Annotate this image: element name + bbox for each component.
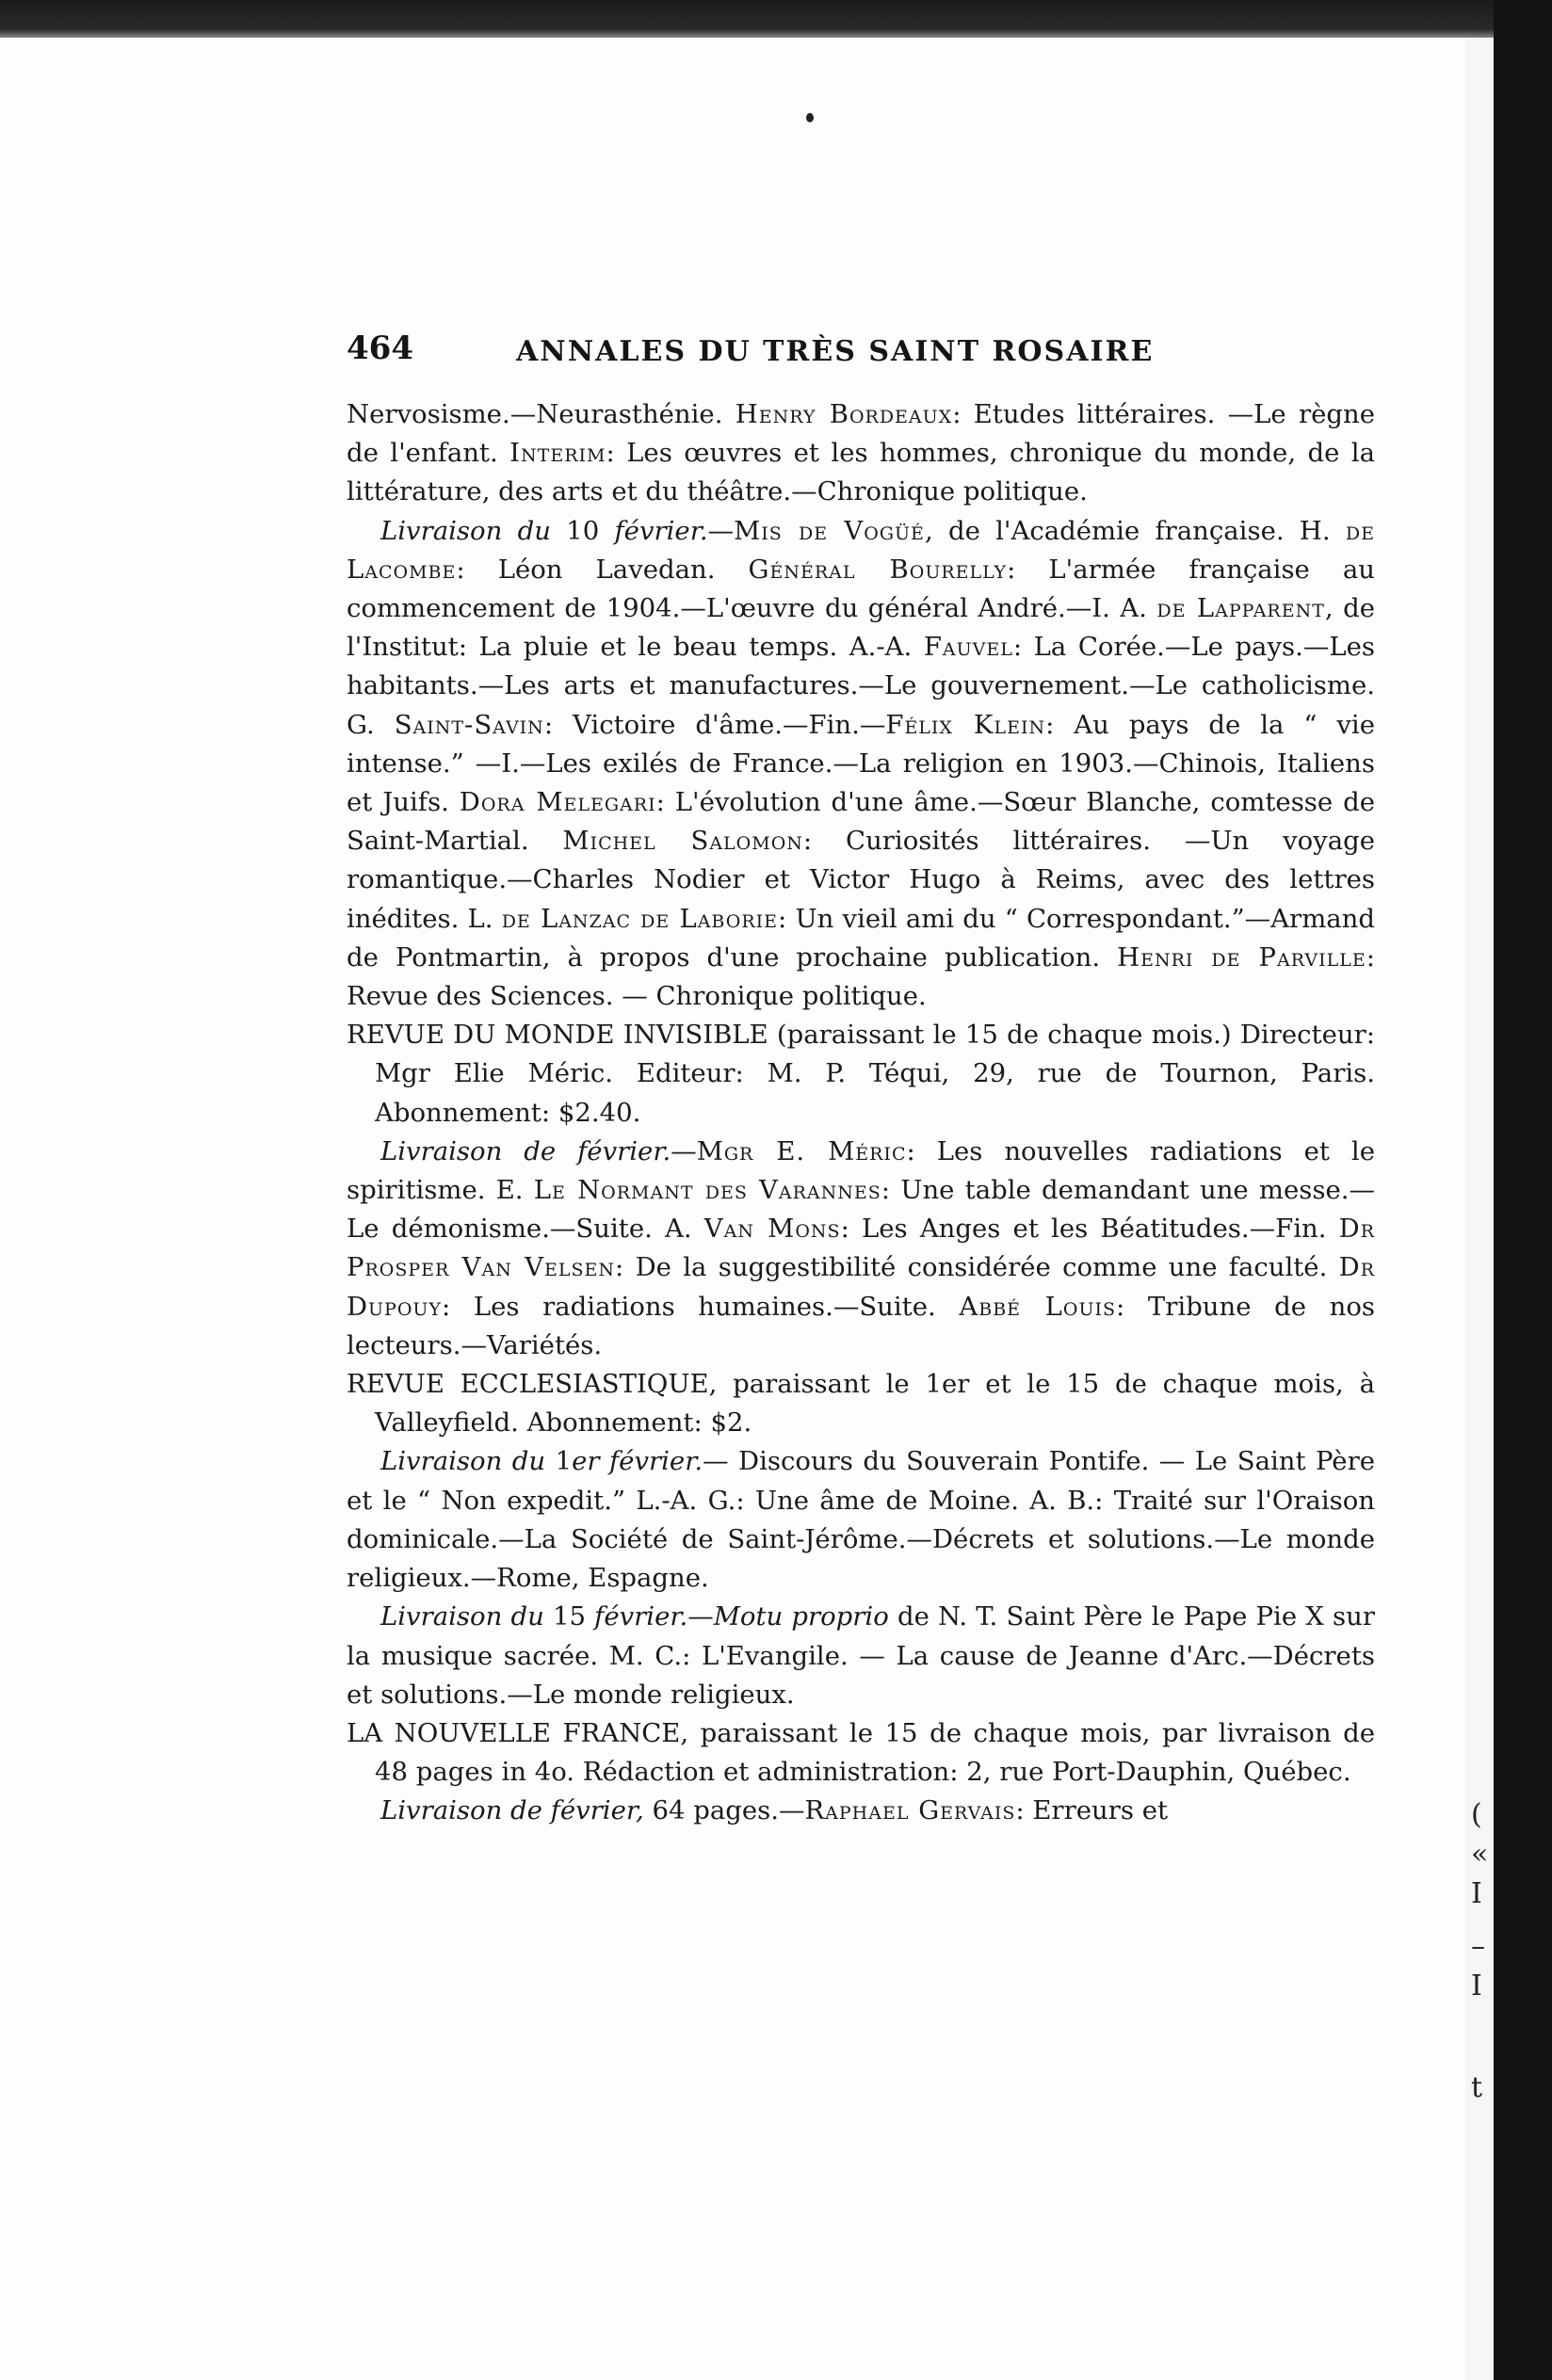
- text-run: : Une table demandant une messe.—Le démonisme.—Suite. A.: [347, 1175, 1375, 1245]
- facing-page-glyph: –: [1471, 1930, 1485, 1963]
- text-run: : La Corée.—Le pays.—Les habitants.—Les arts et manufactures.—Le gouvernement.—Le catholicisme. G.: [347, 632, 1375, 740]
- text-run: , de l'Institut: La pluie et le beau temps. A.-A.: [347, 593, 1375, 663]
- paragraph: [347, 512, 1375, 1017]
- text-run: : Les Anges et les Béatitudes.—Fin.: [840, 1214, 1339, 1245]
- text-run: 64 pages.—: [643, 1795, 805, 1826]
- paragraph: [347, 395, 1375, 512]
- author-name: de Lapparent: [1156, 593, 1325, 624]
- scan-border-right: [1494, 0, 1552, 2380]
- issue-label: Livraison du: [380, 1446, 546, 1477]
- text-run: : Curiosités littéraires. —Un voyage romantique.—Charles Nodier et Victor Hugo à Reims, avec des lettres inédites. L.: [347, 826, 1375, 934]
- text-run: : L'évolution d'une âme.—Sœur Blanche, comtesse de Saint-Martial.: [347, 787, 1376, 857]
- text-run: : Un vieil ami du “ Correspondant.”—Armand de Pontmartin, à propos d'une prochaine publication.: [347, 903, 1375, 973]
- periodical-entry-heading: [347, 1016, 1375, 1133]
- facing-page-glyph: I: [1471, 1970, 1482, 2002]
- text-run: : Erreurs et: [1015, 1795, 1169, 1826]
- author-name: Raphael Gervais: [804, 1795, 1016, 1826]
- text-run: — Discours du Souverain Pontife. — Le Saint Père et le “ Non expedit.” L.-A. G.: Une âme de Moine. A. B.: Traité sur l'Oraison dominicale.—La Société de Saint-Jérôme.—Décrets et solutions.—Le monde religieux.—Rome, Espagne.: [347, 1446, 1375, 1594]
- text-run: 10: [550, 515, 615, 546]
- issue-label: Livraison de février,: [380, 1795, 644, 1826]
- facing-page-edge: [1463, 38, 1494, 2380]
- facing-page-glyph: I: [1471, 1877, 1482, 1910]
- paragraph: [347, 1133, 1375, 1365]
- text-run: 1: [545, 1446, 573, 1477]
- page-number: 464: [347, 330, 413, 367]
- periodical-entry-heading: [347, 1714, 1375, 1792]
- facing-page-glyph: t: [1471, 2071, 1483, 2104]
- text-run: : Les œuvres et les hommes, chronique du monde, de la littérature, des arts et du théâtre.—Chronique politique.: [347, 438, 1375, 507]
- author-name: Van Mons: [703, 1214, 841, 1245]
- author-name: de Lacombe: [347, 515, 1376, 585]
- periodical-entry-heading: [347, 1365, 1375, 1442]
- text-run: : Tribune de nos lecteurs.—Variétés.: [347, 1291, 1375, 1360]
- text-run: : Revue des Sciences. — Chronique politique.: [347, 941, 1375, 1012]
- text-run: REVUE DU MONDE INVISIBLE (paraissant le 15 de chaque mois.) Directeur: Mgr Elie Méric. Editeur: M. P. Téqui, 29, rue de Tournon, Paris. Abonnement: $2.40.: [347, 1020, 1375, 1128]
- paragraph: [347, 1792, 1375, 1830]
- issue-label: février.—Motu proprio: [594, 1601, 889, 1632]
- author-name: Général Bourelly: [748, 554, 1008, 585]
- text-run: : L'armée française au commencement de 1904.—L'œuvre du général André.—I. A.: [347, 554, 1375, 624]
- author-name: Henry Bordeaux: [735, 399, 953, 429]
- text-run: : Au pays de la “ vie intense.” —I.—Les exilés de France.—La religion en 1903.—Chinois, Italiens et Juifs.: [347, 709, 1375, 818]
- author-name: Félix Klein: [885, 709, 1046, 740]
- text-run: : Les radiations humaines.—Suite.: [441, 1291, 960, 1322]
- author-name: de Lanzac de Laborie: [501, 903, 779, 934]
- author-name: Dr Dupouy: [347, 1252, 1375, 1322]
- author-name: Fauvel: [923, 632, 1013, 663]
- issue-label: Livraison du: [380, 1601, 544, 1632]
- text-run: , de l'Académie française. H.: [924, 515, 1346, 546]
- text-run: : Les nouvelles radiations et le spiritisme. E.: [347, 1135, 1375, 1206]
- paragraph: [347, 1442, 1375, 1598]
- issue-label: Livraison de février.: [380, 1135, 671, 1166]
- ink-speck: [806, 113, 814, 122]
- text-run: —: [671, 1135, 697, 1166]
- author-name: Interim: [509, 438, 606, 469]
- text-run: de N. T. Saint Père le Pape Pie X sur la musique sacrée. M. C.: L'Evangile. — La cause de Jeanne d'Arc.—Décrets et solutions.—Le monde religieux.: [347, 1601, 1375, 1710]
- author-name: Saint-Savin: [394, 709, 544, 740]
- text-run: : Etudes littéraires. —Le règne de l'enfant.: [347, 399, 1375, 469]
- text-run: 15: [543, 1601, 595, 1632]
- page-body: [347, 395, 1375, 1831]
- author-name: Dr Prosper Van Velsen: [347, 1214, 1375, 1283]
- text-run: : De la suggestibilité considérée comme une faculté.: [615, 1252, 1339, 1283]
- text-run: LA NOUVELLE FRANCE, paraissant le 15 de chaque mois, par livraison de 48 pages in 4o. Rédaction et administration: 2, rue Port-Dauphin, Québec.: [347, 1717, 1375, 1788]
- issue-label: Livraison du: [380, 515, 551, 546]
- author-name: Henri de Parville: [1117, 941, 1366, 973]
- issue-label: er février.: [572, 1446, 703, 1477]
- issue-label: février.: [614, 515, 708, 546]
- author-name: Le Normant des Varannes: [533, 1175, 881, 1206]
- text-run: —: [707, 515, 735, 546]
- author-name: Abbé Louis: [959, 1291, 1117, 1322]
- facing-page-glyph: «: [1471, 1838, 1489, 1871]
- author-name: Mis de Vogüé: [734, 515, 925, 546]
- author-name: Michel Salomon: [562, 826, 803, 857]
- text-run: : Victoire d'âme.—Fin.—: [543, 709, 886, 740]
- text-run: REVUE ECCLESIASTIQUE, paraissant le 1er et le 15 de chaque mois, à Valleyfield. Abonnement: $2.: [347, 1369, 1375, 1439]
- facing-page-glyph: (: [1471, 1798, 1482, 1831]
- paragraph: [347, 1598, 1375, 1714]
- author-name: Mgr E. Méric: [696, 1135, 907, 1166]
- running-title: ANNALES DU TRÈS SAINT ROSAIRE: [516, 335, 1155, 368]
- text-run: : Léon Lavedan.: [456, 554, 749, 585]
- text-run: Nervosisme.—Neurasthénie.: [347, 399, 736, 429]
- author-name: Dora Melegari: [459, 787, 656, 818]
